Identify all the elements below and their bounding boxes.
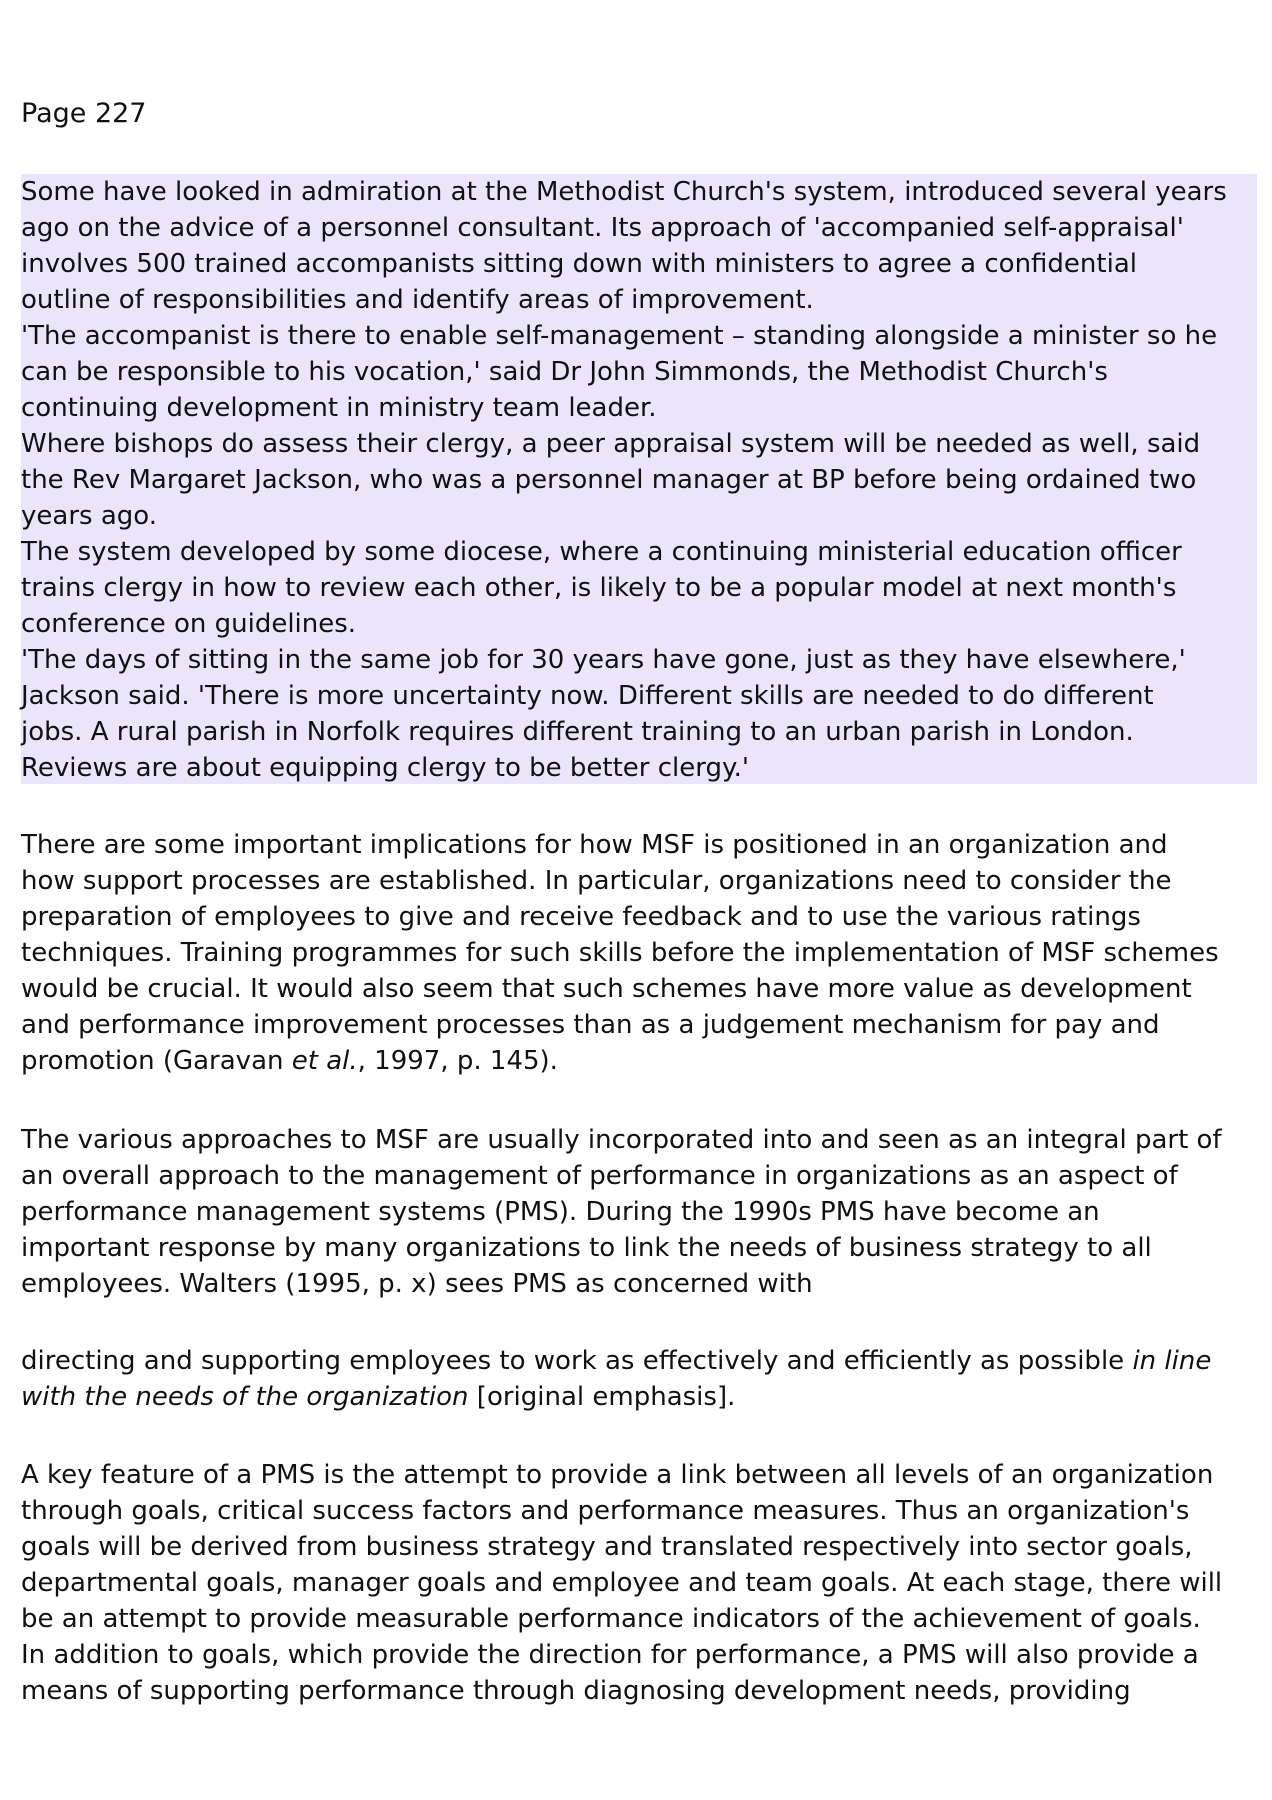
text-line: departmental goals, manager goals and employee and team goals. At each stage, there will	[21, 1568, 1223, 1598]
text-line: be an attempt to provide measurable performance indicators of the achievement of goals.	[21, 1604, 1201, 1634]
text-line: conference on guidelines.	[21, 609, 357, 639]
body-paragraph-pms-feature	[21, 1457, 1222, 1709]
text-line: trains clergy in how to review each other, is likely to be a popular model at next month's	[21, 573, 1177, 603]
quote-text: directing and supporting employees to work as effectively and efficiently as possible	[21, 1346, 1133, 1376]
text-line: goals will be derived from business strategy and translated respectively into sector goals,	[21, 1532, 1193, 1562]
body-paragraph-pms-approaches	[21, 1122, 1222, 1302]
text-line: employees. Walters (1995, p. x) sees PMS as concerned with	[21, 1269, 813, 1299]
text-line: means of supporting performance through diagnosing development needs, providing	[21, 1676, 1131, 1706]
quote-emphasis: in line	[1132, 1346, 1212, 1376]
text-line: would be crucial. It would also seem that such schemes have more value as development	[21, 974, 1192, 1004]
text-line: Some have looked in admiration at the Methodist Church's system, introduced several years	[21, 177, 1227, 207]
quote-line	[21, 1343, 1211, 1379]
text-line: through goals, critical success factors and performance measures. Thus an organization's	[21, 1496, 1190, 1526]
body-paragraph-msf-implications	[21, 827, 1219, 1079]
page-number: Page 227	[21, 98, 147, 129]
highlighted-quote-box	[21, 174, 1257, 784]
quote-text: [original emphasis].	[468, 1382, 736, 1412]
text-line: can be responsible to his vocation,' said Dr John Simmonds, the Methodist Church's	[21, 357, 1108, 387]
quote-line	[21, 1379, 1211, 1415]
citation-text-end: , 1997, p. 145).	[357, 1046, 558, 1076]
quote-emphasis: with the needs of the organization	[21, 1382, 469, 1412]
citation-italic: et al.	[291, 1046, 358, 1076]
text-line: preparation of employees to give and receive feedback and to use the various ratings	[21, 902, 1141, 932]
text-line: A key feature of a PMS is the attempt to provide a link between all levels of an organization	[21, 1460, 1214, 1490]
text-line: how support processes are established. In particular, organizations need to consider the	[21, 866, 1172, 896]
text-line: and performance improvement processes than as a judgement mechanism for pay and	[21, 1010, 1160, 1040]
boxed-paragraph	[21, 174, 1227, 786]
text-line: outline of responsibilities and identify areas of improvement.	[21, 285, 814, 315]
text-line: 'The accompanist is there to enable self-management – standing alongside a minister so he	[21, 321, 1218, 351]
text-line: In addition to goals, which provide the direction for performance, a PMS will also provide a	[21, 1640, 1199, 1670]
text-line: techniques. Training programmes for such skills before the implementation of MSF schemes	[21, 938, 1219, 968]
citation-text: promotion (Garavan	[21, 1046, 292, 1076]
text-line: ago on the advice of a personnel consultant. Its approach of 'accompanied self-appraisal'	[21, 213, 1184, 243]
text-line: Reviews are about equipping clergy to be better clergy.'	[21, 753, 750, 783]
text-line: years ago.	[21, 501, 157, 531]
text-line: important response by many organizations to link the needs of business strategy to all	[21, 1233, 1152, 1263]
text-line: Jackson said. 'There is more uncertainty now. Different skills are needed to do different	[21, 681, 1154, 711]
citation-line	[21, 1043, 1219, 1079]
text-line: The various approaches to MSF are usually incorporated into and seen as an integral part of	[21, 1125, 1222, 1155]
text-line: performance management systems (PMS). During the 1990s PMS have become an	[21, 1197, 1100, 1227]
text-line: continuing development in ministry team leader.	[21, 393, 657, 423]
text-line: The system developed by some diocese, where a continuing ministerial education officer	[21, 537, 1182, 567]
text-line: the Rev Margaret Jackson, who was a personnel manager at BP before being ordained two	[21, 465, 1197, 495]
text-line: jobs. A rural parish in Norfolk requires different training to an urban parish in London.	[21, 717, 1134, 747]
text-line: Where bishops do assess their clergy, a peer appraisal system will be needed as well, said	[21, 429, 1201, 459]
text-line: There are some important implications for how MSF is positioned in an organization and	[21, 830, 1168, 860]
text-line: 'The days of sitting in the same job for 30 years have gone, just as they have elsewhere,'	[21, 645, 1186, 675]
text-line: an overall approach to the management of performance in organizations as an aspect of	[21, 1161, 1178, 1191]
text-line: involves 500 trained accompanists sitting down with ministers to agree a confidential	[21, 249, 1137, 279]
block-quote-walters	[21, 1343, 1211, 1415]
